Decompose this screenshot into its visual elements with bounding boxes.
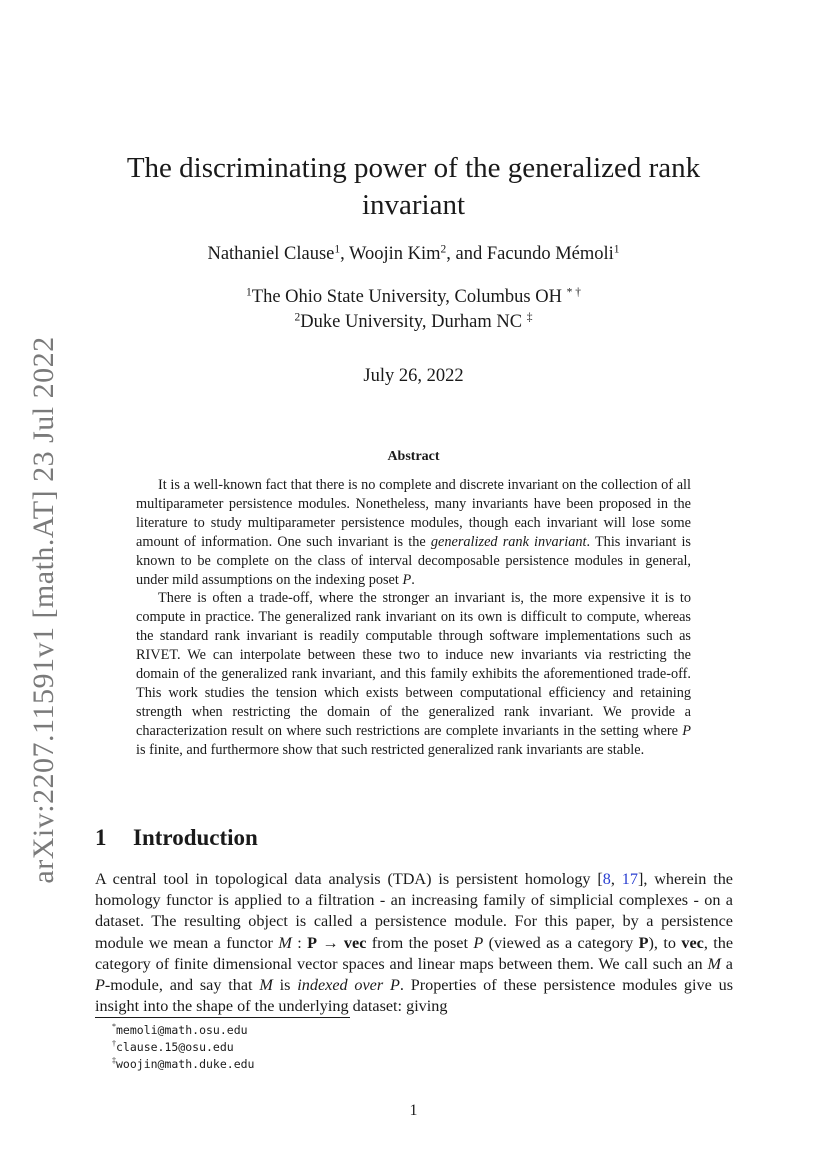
body-text: from the poset	[366, 933, 474, 952]
footnote	[112, 1057, 254, 1071]
footnote-mark: *	[112, 1022, 116, 1031]
author-affiliation-mark: 1	[613, 243, 620, 256]
math-variable: M	[259, 976, 273, 995]
publication-date: July 26, 2022	[363, 366, 464, 386]
section-number: 1	[95, 825, 107, 850]
abstract-paragraph	[136, 476, 691, 589]
affiliation-footnote-marks: * †	[566, 286, 581, 299]
footnote-divider	[95, 1017, 350, 1018]
abstract-body	[136, 476, 691, 760]
footnote-email[interactable]: clause.15@osu.edu	[116, 1040, 234, 1054]
affiliation	[110, 287, 717, 308]
math-variable: P	[402, 571, 412, 588]
body-text: A central tool in topological data analysis (TDA) is persistent homology [	[95, 870, 603, 888]
abstract-heading: Abstract	[387, 449, 440, 464]
footnote	[112, 1040, 234, 1054]
author-list	[110, 244, 717, 265]
author-affiliation-mark: 1	[334, 243, 341, 256]
body-text: ), to	[648, 933, 682, 952]
citation-link[interactable]: 17	[621, 870, 638, 888]
body-text: ,	[610, 870, 622, 888]
affiliation-text: The Ohio State University, Columbus OH	[251, 287, 562, 307]
footnote-email[interactable]: woojin@math.duke.edu	[116, 1057, 255, 1071]
math-variable: P	[682, 722, 691, 739]
abstract-text: It is a well-known fact that there is no complete and discrete invariant on the collection of all multiparameter persistence modules. Nonetheless, many invariants have been proposed in the literature to study multiparameter persistence modules, though each invariant will lose some amount of information. One such invariant is the	[136, 477, 691, 550]
abstract-emphasis: generalized rank invariant	[430, 533, 587, 550]
body-text: , the category of finite dimensional vector spaces and linear maps between them. We call such an	[95, 933, 734, 973]
math-bold: vec	[343, 933, 367, 952]
page-number: 1	[409, 1102, 418, 1119]
body-text: . Properties of these persistence modules give us insight into the shape of the underlying dataset: giving	[95, 976, 733, 1016]
section-title: Introduction	[133, 825, 258, 850]
body-text: -module, and say that	[104, 976, 260, 995]
footnote-mark: †	[112, 1039, 116, 1048]
abstract-text: There is often a trade-off, where the stronger an invariant is, the more expensive it is to compute in practice. The generalized rank invariant on its own is difficult to compute, whereas the standard rank invariant is readily computable through software implementations such as RIVET. We can interpolate between these two to induce new invariants via restricting the domain of the generalized rank invariant, and this family exhibits the aforementioned trade-off. This work studies the tension which exists between computational efficiency and retaining strength when restricting the domain of the generalized rank invariant. We provide a characterization result on where such restrictions are complete invariants in the setting where	[136, 590, 691, 739]
citation-link[interactable]: 8	[602, 870, 611, 888]
math-bold: P	[638, 933, 649, 952]
author-separator: ,	[340, 244, 350, 264]
author-separator: , and	[446, 244, 487, 264]
author-name: Facundo Mémoli	[486, 244, 614, 264]
math-variable: P	[95, 976, 105, 995]
footnote-mark: ‡	[112, 1056, 116, 1065]
paper-title: The discriminating power of the generalized rank invariant	[126, 152, 701, 221]
affiliation-mark: 1	[246, 286, 252, 299]
author-affiliation-mark: 2	[440, 243, 447, 256]
math-bold: P	[307, 933, 317, 952]
math-variable: M	[278, 933, 292, 952]
arxiv-identifier-text: arXiv:2207.11591v1 [math.AT] 23 Jul 2022	[27, 336, 60, 884]
abstract-text: is finite, and furthermore show that such restricted generalized rank invariants are stable.	[136, 741, 645, 758]
affiliation-mark: 2	[294, 311, 301, 324]
body-emphasis: indexed over P	[297, 976, 400, 995]
math-bold: vec	[681, 933, 704, 952]
body-text: a	[720, 954, 733, 973]
abstract-text: . This invariant is known to be complete on the class of interval decomposable persistence modules in general, under mild assumptions on the indexing poset	[136, 533, 691, 588]
body-text: →	[316, 933, 344, 952]
affiliation-footnote-marks: ‡	[526, 311, 533, 324]
body-text: (viewed as a category	[483, 933, 639, 952]
affiliation	[110, 312, 717, 333]
author-name: Nathaniel Clause	[207, 244, 335, 264]
introduction-paragraph	[95, 869, 733, 1017]
footnote-email[interactable]: memoli@math.osu.edu	[116, 1023, 248, 1037]
body-text: ], wherein the homology functor is applied to a filtration - an increasing family of simplicial complexes - on a dataset. The resulting object is called a persistence module. For this paper, by a persistence module we mean a functor	[95, 870, 733, 952]
affiliation-text: Duke University, Durham NC	[300, 312, 523, 332]
math-variable: P	[473, 933, 484, 952]
footnote	[112, 1023, 248, 1037]
math-variable: M	[707, 954, 721, 973]
abstract-text: .	[411, 571, 415, 588]
arxiv-identifier-stamp	[15, 336, 73, 884]
abstract-paragraph	[136, 589, 691, 759]
section-heading	[95, 825, 258, 851]
body-text: :	[291, 933, 308, 952]
body-text: is	[272, 976, 298, 995]
author-name: Woojin Kim	[349, 244, 441, 264]
